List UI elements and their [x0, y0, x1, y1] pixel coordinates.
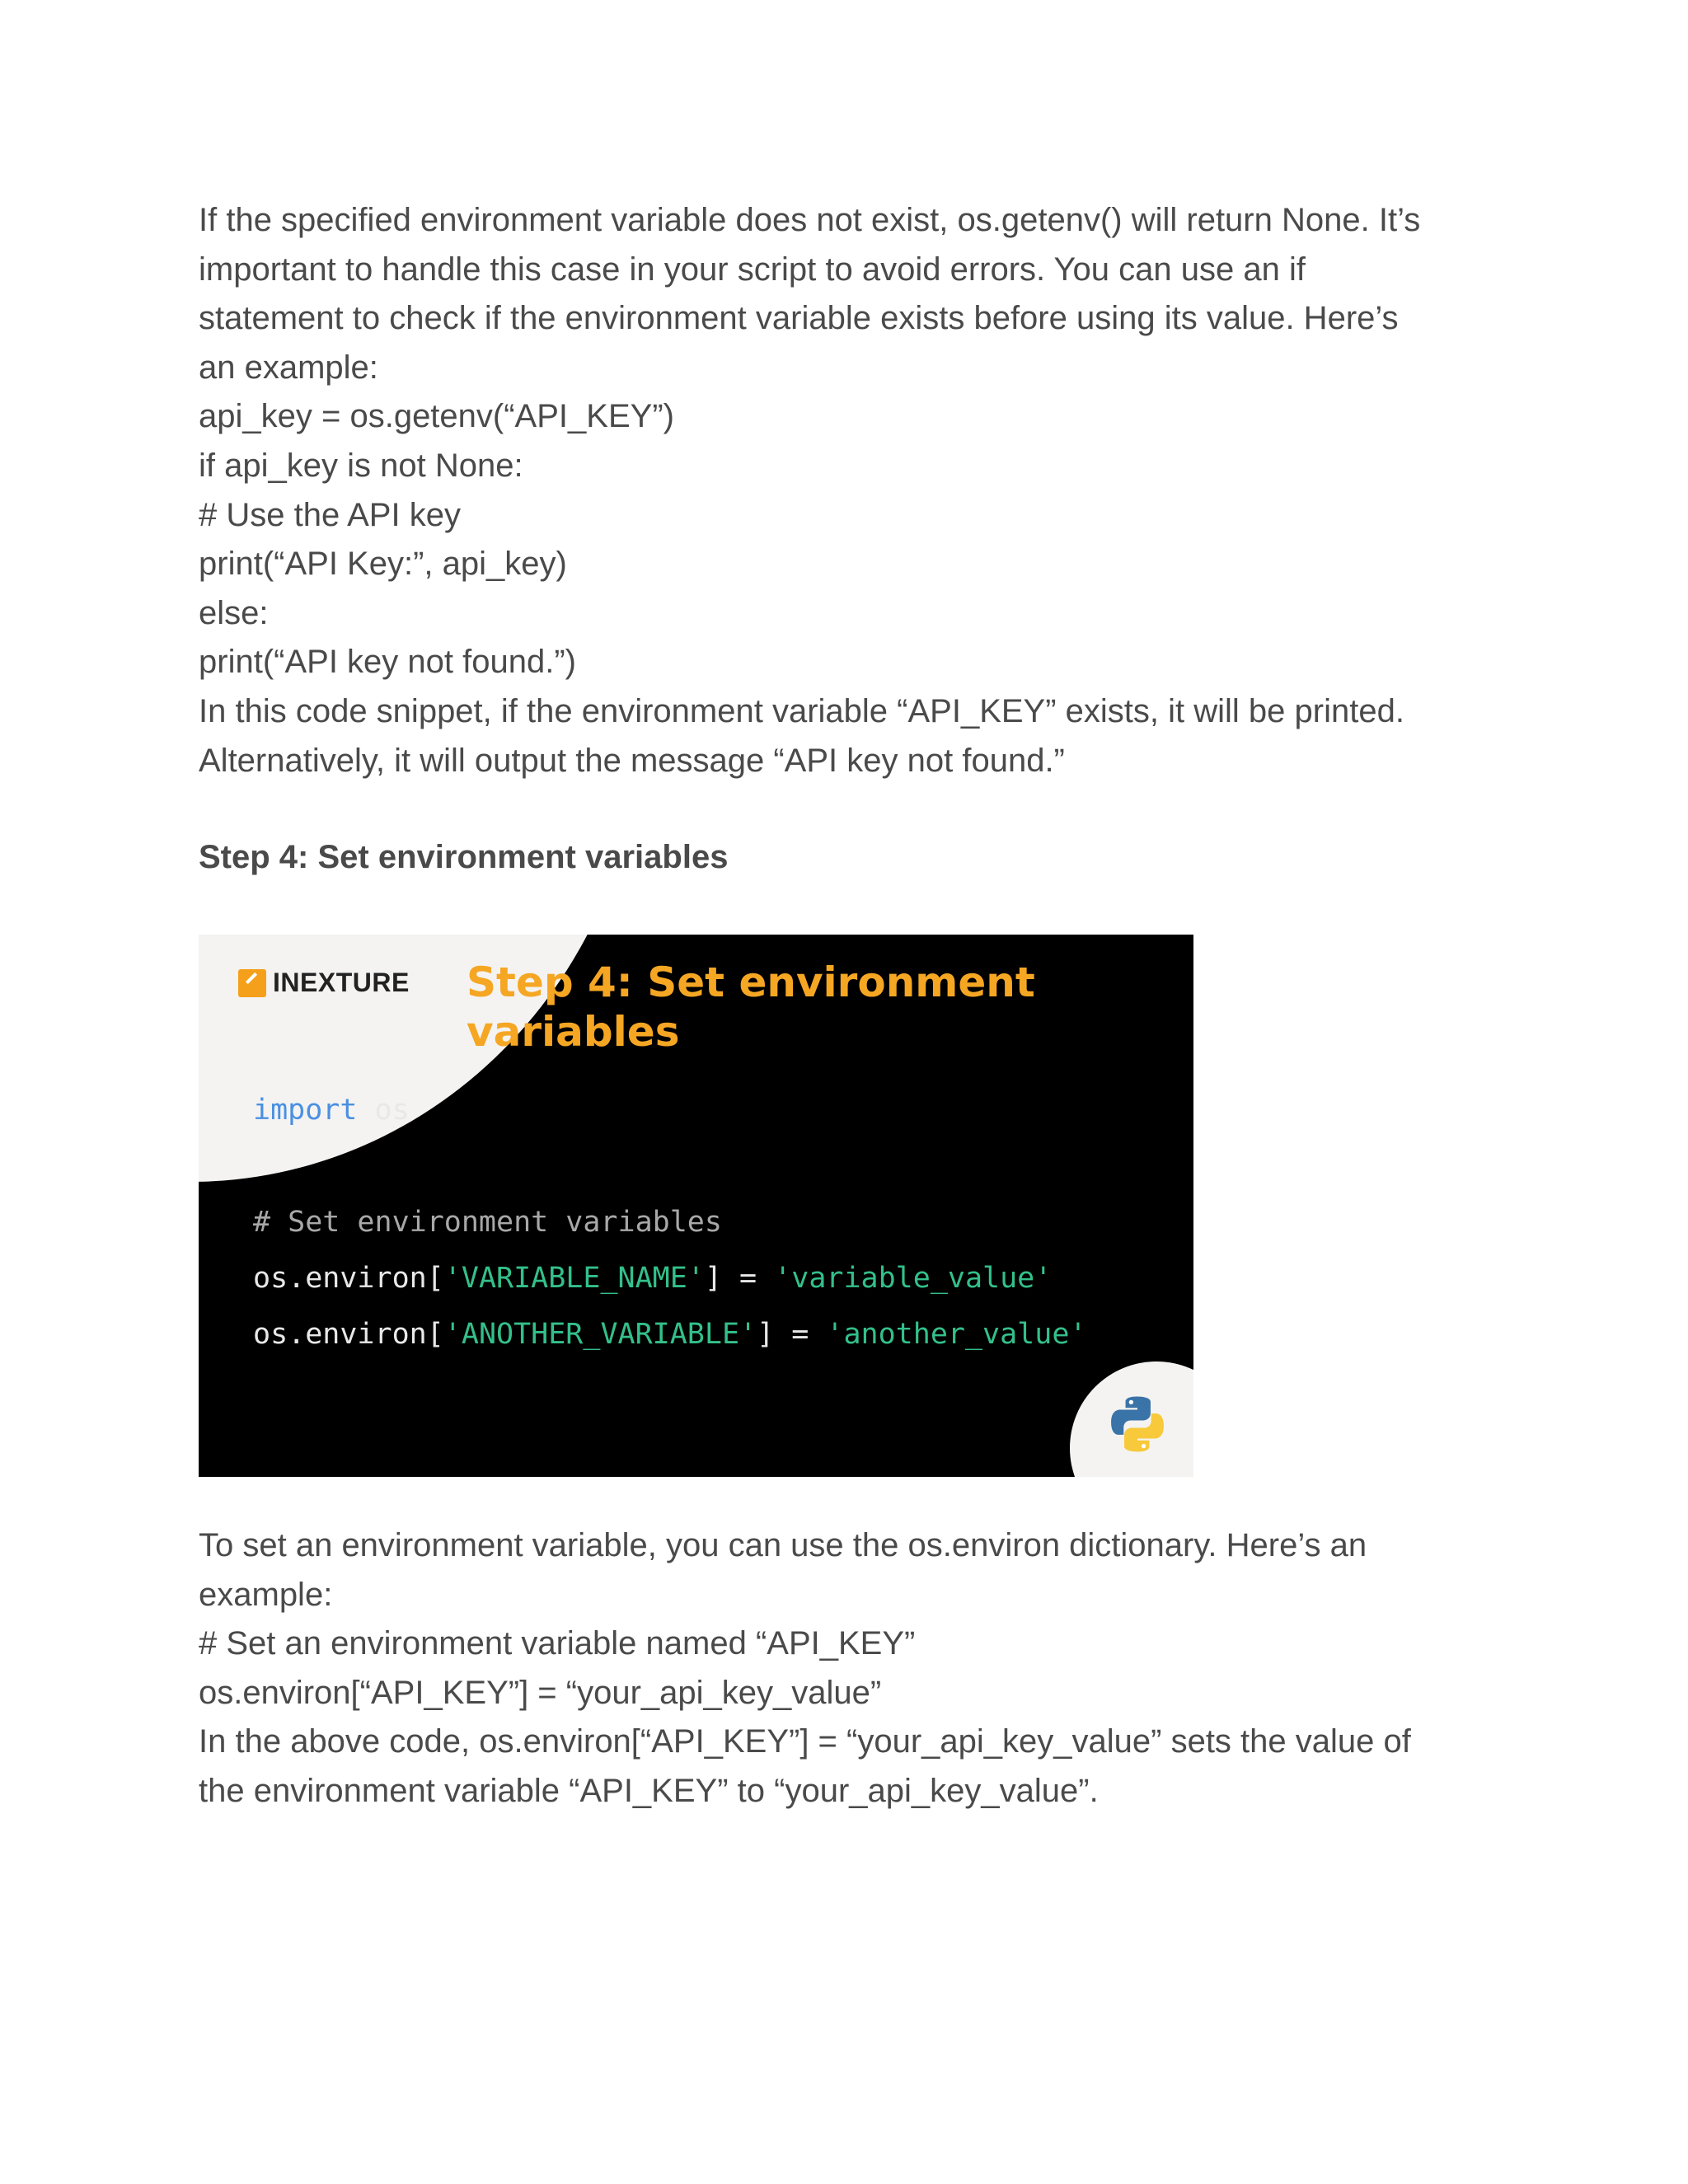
code-string: 'ANOTHER_VARIABLE' — [443, 1318, 757, 1351]
code-keyword: import — [253, 1094, 358, 1127]
code-line: if api_key is not None: — [199, 447, 523, 484]
intro-paragraph — [199, 196, 1501, 785]
text-line: example: — [199, 1576, 333, 1613]
code-module: os — [357, 1094, 410, 1127]
code-line: os.environ[“API_KEY”] = “your_api_key_value” — [199, 1674, 882, 1711]
code-assign-line — [253, 1318, 1086, 1351]
code-line: print(“API Key:”, api_key) — [199, 546, 567, 583]
text-line: Alternatively, it will output the message “API key not found.” — [199, 742, 1065, 779]
code-text: ] = — [757, 1318, 827, 1351]
code-text: ] = — [704, 1262, 775, 1295]
code-assign-line — [253, 1262, 1052, 1295]
text-line: the environment variable “API_KEY” to “your_api_key_value”. — [199, 1772, 1099, 1809]
code-line: api_key = os.getenv(“API_KEY”) — [199, 398, 674, 435]
code-line: # Set an environment variable named “API_KEY” — [199, 1625, 916, 1662]
python-logo-icon — [1106, 1393, 1169, 1455]
text-line: To set an environment variable, you can use the os.environ dictionary. Here’s an — [199, 1527, 1367, 1563]
banner-title-line: Step 4: Set environment — [467, 958, 1035, 1006]
text-line: If the specified environment variable does not exist, os.getenv() will return None. It’s — [199, 202, 1421, 238]
text-line: In the above code, os.environ[“API_KEY”] = “your_api_key_value” sets the value of — [199, 1723, 1411, 1760]
step-banner-image — [199, 935, 1193, 1477]
text-line: important to handle this case in your script to avoid errors. You can use an if — [199, 251, 1306, 288]
code-string: 'VARIABLE_NAME' — [443, 1262, 705, 1295]
intro-text — [199, 196, 1501, 910]
step-heading: Step 4: Set environment variables — [199, 839, 729, 876]
code-comment-line: # Set environment variables — [253, 1206, 722, 1239]
code-line: else: — [199, 594, 269, 631]
text-line: In this code snippet, if the environment variable “API_KEY” exists, it will be printed. — [199, 692, 1404, 729]
banner-title — [467, 958, 1109, 1057]
code-string: 'variable_value' — [774, 1262, 1053, 1295]
inexture-logo-icon — [238, 969, 266, 997]
code-string: 'another_value' — [826, 1318, 1087, 1351]
code-line: # Use the API key — [199, 496, 461, 533]
logo-text: INEXTURE — [273, 968, 410, 997]
code-text: os.environ[ — [253, 1262, 444, 1295]
text-line: statement to check if the environment variable exists before using its value. Here’s — [199, 300, 1399, 337]
banner-title-line: variables — [467, 1008, 680, 1056]
code-line: print(“API key not found.”) — [199, 644, 576, 681]
code-import-line — [253, 1094, 410, 1127]
text-line: an example: — [199, 349, 378, 386]
inexture-logo — [238, 968, 410, 998]
code-text: os.environ[ — [253, 1318, 444, 1351]
after-text — [199, 1521, 1501, 1816]
